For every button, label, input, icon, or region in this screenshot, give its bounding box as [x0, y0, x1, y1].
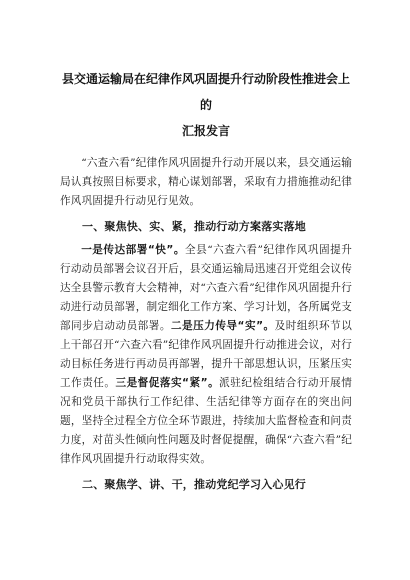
title-line-1: 县交通运输局在纪律作风巩固提升行动阶段性推进会上的 [61, 72, 350, 112]
title-line-2: 汇报发言 [181, 124, 230, 138]
document-title [60, 66, 352, 144]
point-1-lead: 一是传达部署“快”。 [81, 244, 185, 256]
point-2-lead: 二是压力传导“实”。 [170, 320, 275, 332]
point-1-text: 全县“六查六看”纪律作风巩固提升行动动员部署会议召开后，县交通运输局迅速召开党组会议传达全县警示教育大会精神，对“六查六看”纪律作风巩固提升行动进行动员部署，制定细化工作方案、学习计划，各所属党支部同步启动动员部署。 [60, 244, 352, 332]
point-3-text: 派驻纪检组结合行动开展情况和党员干部执行工作纪律、生活纪律等方面存在的突出问题，坚持全过程全方位全环节跟进，持续加大监督检查和问责力度，对苗头性倾向性问题及时督促提醒，确保“六查六看”纪律作风巩固提升行动取得实效。 [60, 377, 353, 465]
section-1-heading: 一、聚焦快、实、紧，推动行动方案落实落地 [82, 220, 306, 233]
section-1-paragraph [60, 241, 352, 469]
section-2-heading: 二、聚焦学、讲、干，推动党纪学习入心见行 [82, 478, 306, 491]
document-body [60, 154, 352, 497]
point-3-lead: 三是督促落实“紧”。 [115, 377, 220, 389]
intro-paragraph: “六查六看”纪律作风巩固提升行动开展以来，县交通运输局认真按照目标要求，精心谋划部署，采取有力措施推动纪律作风巩固提升行动见行见效。 [60, 157, 352, 207]
point-2-text: 及时组织环节以上干部召开“六查六看”纪律作风巩固提升行动推进会议，对行动目标任务进行再动员再部署，提升干部思想认识，压紧压实工作责任。 [60, 320, 352, 389]
